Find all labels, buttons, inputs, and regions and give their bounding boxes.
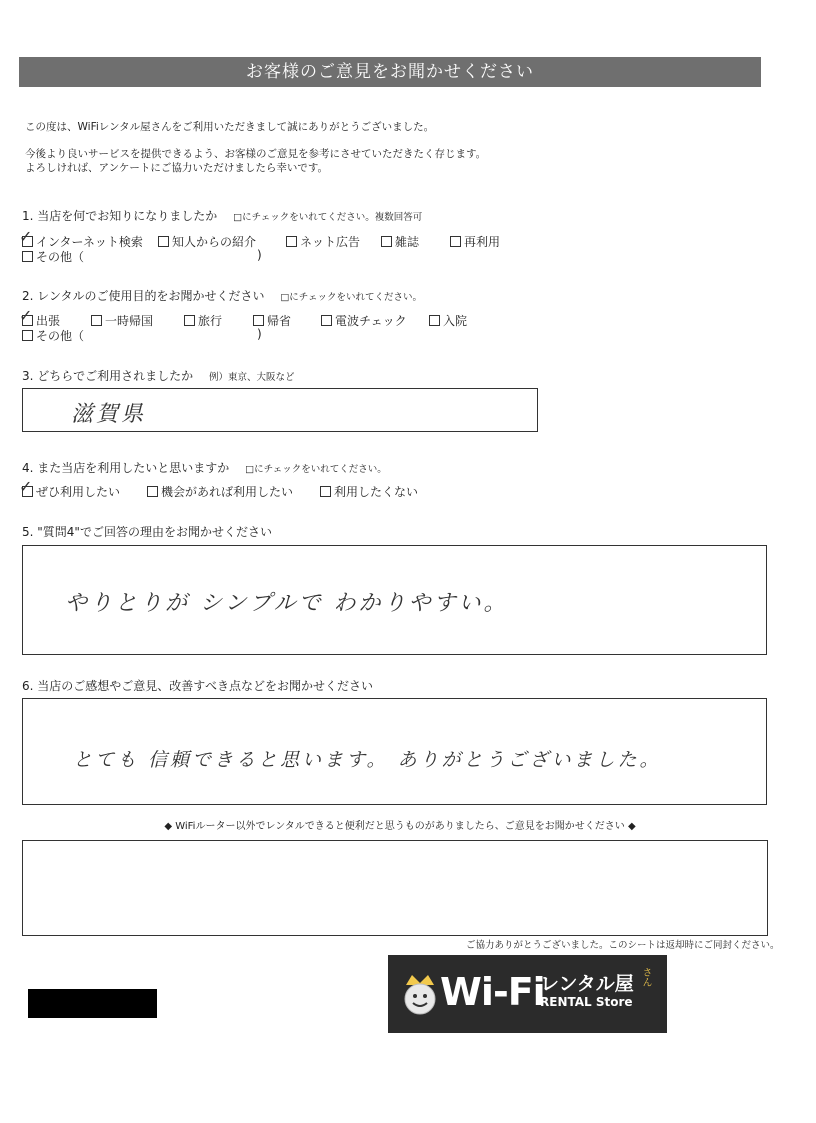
redaction-block — [28, 989, 157, 1018]
q1-option-other[interactable] — [22, 248, 84, 265]
q7-answer-field[interactable] — [22, 840, 768, 936]
checkbox[interactable] — [158, 236, 169, 247]
option-label: 雑誌 — [395, 235, 420, 249]
q4-option-if-chance[interactable] — [147, 483, 293, 500]
option-label: ぜひ利用したい — [36, 485, 121, 499]
logo-wifi-text: Wi-Fi — [440, 970, 545, 1014]
checkbox[interactable] — [22, 251, 33, 262]
question-7-title: ◆ WiFiルーター以外でレンタルできると便利だと思うものがありましたら、ご意見をお聞かせください ◆ — [164, 821, 636, 832]
option-label: その他（ — [36, 329, 85, 343]
question-6-title: 6. 当店のご感想やご意見、改善すべき点などをお聞かせください — [22, 679, 374, 693]
question-4-note: □にチェックをいれてください。 — [245, 464, 387, 475]
checkbox[interactable] — [19, 306, 33, 326]
option-label: その他（ — [36, 250, 85, 264]
question-3-text: 3. どちらでご利用されましたか — [22, 369, 194, 383]
option-label: 入院 — [443, 314, 468, 328]
question-1-note: □にチェックをいれてください。複数回答可 — [233, 212, 423, 223]
checkbox[interactable] — [429, 315, 440, 326]
checkbox[interactable] — [91, 315, 102, 326]
q1-option-magazine[interactable] — [381, 233, 419, 250]
option-label: 一時帰国 — [105, 314, 154, 328]
crown-mascot-icon — [400, 971, 440, 1015]
question-4-title — [22, 459, 387, 476]
option-label: 旅行 — [198, 314, 223, 328]
checkbox[interactable] — [19, 477, 33, 497]
q4-option-definitely[interactable] — [19, 477, 121, 500]
question-2-title — [22, 287, 422, 304]
q1-other-close-paren: ) — [257, 248, 262, 262]
question-1-title — [22, 207, 422, 224]
question-4-text: 4. また当店を利用したいと思いますか — [22, 461, 230, 475]
option-label: 電波チェック — [335, 314, 407, 328]
checkbox[interactable] — [450, 236, 461, 247]
checkbox[interactable] — [321, 315, 332, 326]
option-label: 出張 — [36, 314, 61, 328]
intro-line-1: この度は、WiFiレンタル屋さんをご利用いただきまして誠にありがとうございました。 — [25, 121, 435, 133]
wifi-rental-logo — [388, 955, 667, 1033]
option-label: 利用したくない — [334, 485, 419, 499]
option-label: インターネット検索 — [36, 235, 143, 249]
checkmark-icon: ✓ — [19, 227, 33, 246]
intro-line-2: 今後より良いサービスを提供できるよう、お客様のご意見を参考にさせていただきたく存じます。 — [25, 148, 487, 160]
checkbox[interactable] — [381, 236, 392, 247]
q1-option-referral[interactable] — [158, 233, 256, 250]
logo-san: さん — [640, 967, 651, 987]
checkbox[interactable] — [19, 227, 33, 247]
q6-answer-field[interactable] — [22, 698, 767, 805]
page-title: お客様のご意見をお聞かせください — [19, 57, 761, 87]
option-label: 帰省 — [267, 314, 292, 328]
checkbox[interactable] — [253, 315, 264, 326]
checkmark-icon: ✓ — [19, 477, 33, 496]
option-label: ネット広告 — [300, 235, 361, 249]
checkbox[interactable] — [147, 486, 158, 497]
checkbox[interactable] — [286, 236, 297, 247]
question-1-text: 1. 当店を何でお知りになりましたか — [22, 209, 218, 223]
q3-answer-field[interactable] — [22, 388, 538, 432]
q2-other-close-paren: ) — [257, 327, 262, 341]
option-label: 再利用 — [464, 235, 501, 249]
logo-name-en: RENTAL Store — [540, 995, 633, 1009]
q3-handwritten-answer: 滋賀県 — [71, 402, 147, 427]
q2-option-other[interactable] — [22, 327, 84, 344]
logo-name-jp: レンタル屋 — [540, 973, 634, 995]
checkbox[interactable] — [22, 330, 33, 341]
q2-option-homecoming[interactable] — [91, 312, 153, 329]
checkbox[interactable] — [184, 315, 195, 326]
q5-handwritten-answer: やりとりが シンプルで わかりやすい。 — [65, 591, 509, 616]
question-2-note: □にチェックをいれてください。 — [280, 292, 423, 303]
footer-thanks: ご協力ありがとうございました。このシートは返却時にご同封ください。 — [466, 940, 780, 951]
q1-option-reuse[interactable] — [450, 233, 500, 250]
q2-option-signal-check[interactable] — [321, 312, 407, 329]
intro-line-3: よろしければ、アンケートにご協力いただけましたら幸いです。 — [25, 162, 329, 174]
question-3-note: 例）東京、大阪など — [208, 372, 295, 383]
option-label: 知人からの紹介 — [172, 235, 257, 249]
question-3-title — [22, 367, 295, 384]
q2-option-hospital[interactable] — [429, 312, 467, 329]
q2-option-travel[interactable] — [184, 312, 222, 329]
q5-answer-field[interactable] — [22, 545, 767, 655]
checkbox[interactable] — [320, 486, 331, 497]
question-2-text: 2. レンタルのご使用目的をお聞かせください — [22, 289, 265, 303]
q1-option-ad[interactable] — [286, 233, 360, 250]
question-5-title: 5. "質問4"でご回答の理由をお聞かせください — [22, 525, 272, 539]
checkmark-icon: ✓ — [19, 306, 33, 325]
q4-option-no[interactable] — [320, 483, 418, 500]
option-label: 機会があれば利用したい — [161, 485, 294, 499]
q6-handwritten-answer: とても 信頼できると思います。 ありがとうございました。 — [73, 749, 662, 771]
